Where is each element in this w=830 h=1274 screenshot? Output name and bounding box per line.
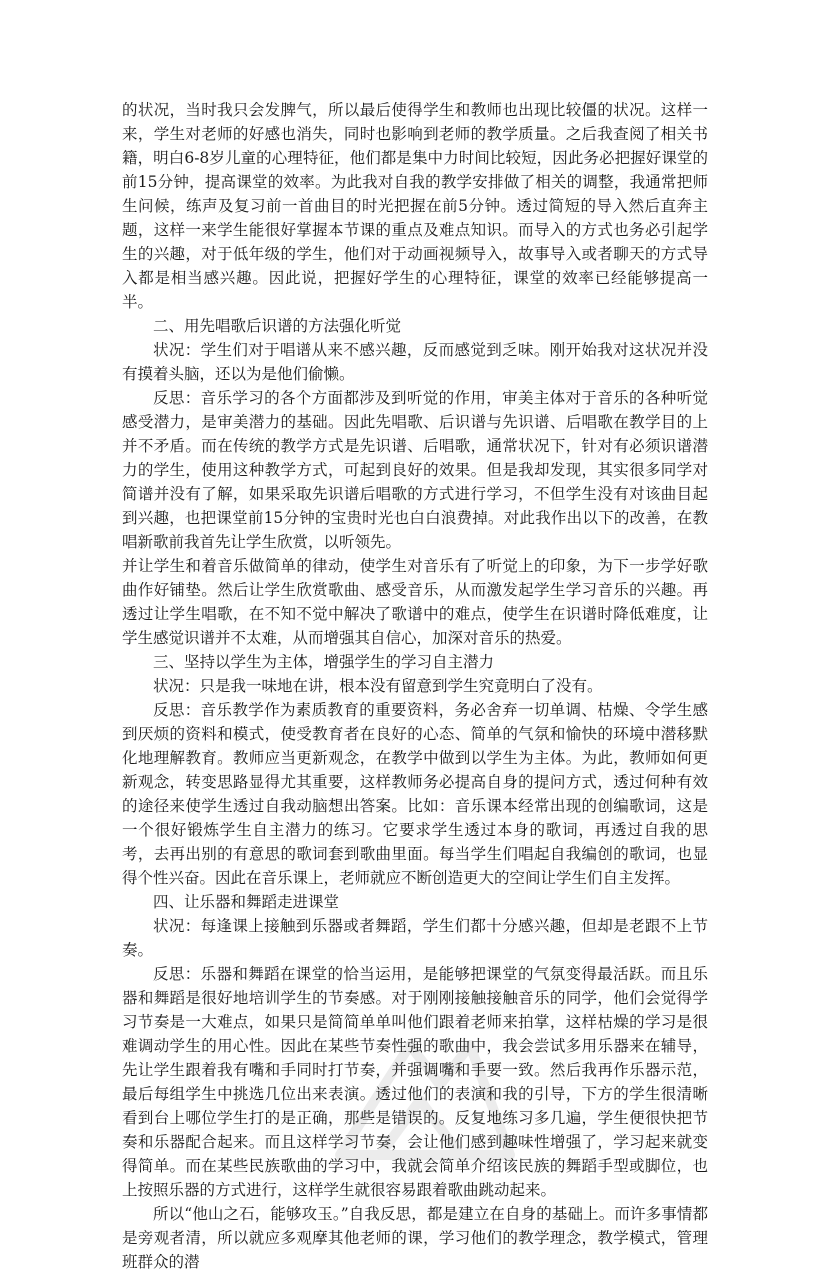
- paragraph-reflection: 反思：乐器和舞蹈在课堂的恰当运用，是能够把课堂的气氛变得最活跃。而且乐器和舞蹈是很好地培训学生的节奏感。对于刚刚接触接触音乐的同学，他们会觉得学习节奏是一大难点，如果只是简简单单叫他们跟着老师来拍掌，这样枯燥的学习是很难调动学生的用心性。因此在某些节奏性强的歌曲中，我会尝试多用乐器来在辅导，先让学生跟着我有嘴和手同时打节奏，并强调嘴和手要一致。然后我再作乐器示范，最后每组学生中挑选几位出来表演。透过他们的表演和我的引导，下方的学生很清晰看到台上哪位学生打的是正确，那些是错误的。反复地练习多几遍，学生便很快把节奏和乐器配合起来。而且这样学习节奏，会让他们感到趣味性增强了，学习起来就变得简单。而在某些民族歌曲的学习中，我就会简单介绍该民族的舞蹈手型或脚位，也上按照乐器的方式进行，这样学生就很容易跟着歌曲跳动起来。: [122, 965, 708, 1199]
- paragraph-continuation: 并让学生和着音乐做简单的律动，使学生对音乐有了听觉上的印象，为下一步学好歌曲作好铺垫。然后让学生欣赏歌曲、感受音乐，从而激发起学生学习音乐的兴趣。再透过让学生唱歌，在不知不觉中解决了歌谱中的难点，使学生在识谱时降低难度，让学生感觉识谱并不太难，从而增强其自信心，加深对音乐的热爱。: [122, 557, 708, 647]
- paragraph-situation: 状况：每逢课上接触到乐器或者舞蹈，学生们都十分感兴趣，但却是老跟不上节奏。: [122, 917, 708, 959]
- section-heading-4: 四、让乐器和舞蹈走进课堂: [153, 893, 340, 911]
- paragraph-reflection: 反思：音乐学习的各个方面都涉及到听觉的作用，审美主体对于音乐的各种听觉感受潜力，是审美潜力的基础。因此先唱歌、后识谱与先识谱、后唱歌在教学目的上并不矛盾。而在传统的教学方式是先识谱、后唱歌，通常状况下，针对有必须识谱潜力的学生，使用这种教学方式，可起到良好的效果。但是我却发现，其实很多同学对简谱并没有了解，如果采取先识谱后唱歌的方式进行学习，不但学生没有对该曲目起到兴趣，也把课堂前15分钟的宝贵时光也白白浪费掉。对此我作出以下的改善，在教唱新歌前我首先让学生欣赏，以听领先。: [122, 389, 708, 551]
- paragraph-situation: 状况：只是我一味地在讲，根本没有留意到学生究竟明白了没有。: [153, 677, 603, 695]
- section-heading-3: 三、坚持以学生为主体，增强学生的学习自主潜力: [153, 653, 495, 671]
- paragraph-situation: 状况：学生们对于唱谱从来不感兴趣，反而感觉到乏味。刚开始我对这状况并没有摸着头脑，还以为是他们偷懒。: [122, 341, 708, 383]
- paragraph-continuation: 的状况，当时我只会发脾气，所以最后使得学生和教师也出现比较僵的状况。这样一来，学生对老师的好感也消失，同时也影响到老师的教学质量。之后我查阅了相关书籍，明白6-8岁儿童的心理特征，他们都是集中力时间比较短，因此务必把握好课堂的前15分钟，提高课堂的效率。为此我对自我的教学安排做了相关的调整，我通常把师生问候，练声及复习前一首曲目的时光把握在前5分钟。透过简短的导入然后直奔主题，这样一来学生能很好掌握本节课的重点及难点知识。而导入的方式也务必引起学生的兴趣，对于低年级的学生，他们对于动画视频导入，故事导入或者聊天的方式导入都是相当感兴趣。因此说，把握好学生的心理特征，课堂的效率已经能够提高一半。: [122, 101, 708, 311]
- paragraph-reflection: 反思：音乐教学作为素质教育的重要资料，务必舍弃一切单调、枯燥、令学生感到厌烦的资料和模式，使受教育者在良好的心态、简单的气氛和愉快的环境中潜移默化地理解教育。教师应当更新观念，在教学中做到以学生为主体。为此，教师如何更新观念，转变思路显得尤其重要，这样教师务必提高自身的提问方式，透过何种有效的途径来使学生透过自我动脑想出答案。比如：音乐课本经常出现的创编歌词，这是一个很好锻炼学生自主潜力的练习。它要求学生透过本身的歌词，再透过自我的思考，去再出别的有意思的歌词套到歌曲里面。每当学生们唱起自我编创的歌词，也显得个性兴奋。因此在音乐课上，老师就应不断创造更大的空间让学生们自主发挥。: [122, 701, 708, 887]
- paragraph-conclusion: 所以“他山之石，能够攻玉。”自我反思，都是建立在自身的基础上。而许多事情都是旁观者清，所以就应多观摩其他老师的课，学习他们的教学理念，教学模式，管理班群众的潜: [122, 1205, 708, 1271]
- watermark-logo-icon: [300, 1005, 530, 1175]
- section-heading-2: 二、用先唱歌后识谱的方法强化听觉: [153, 317, 402, 335]
